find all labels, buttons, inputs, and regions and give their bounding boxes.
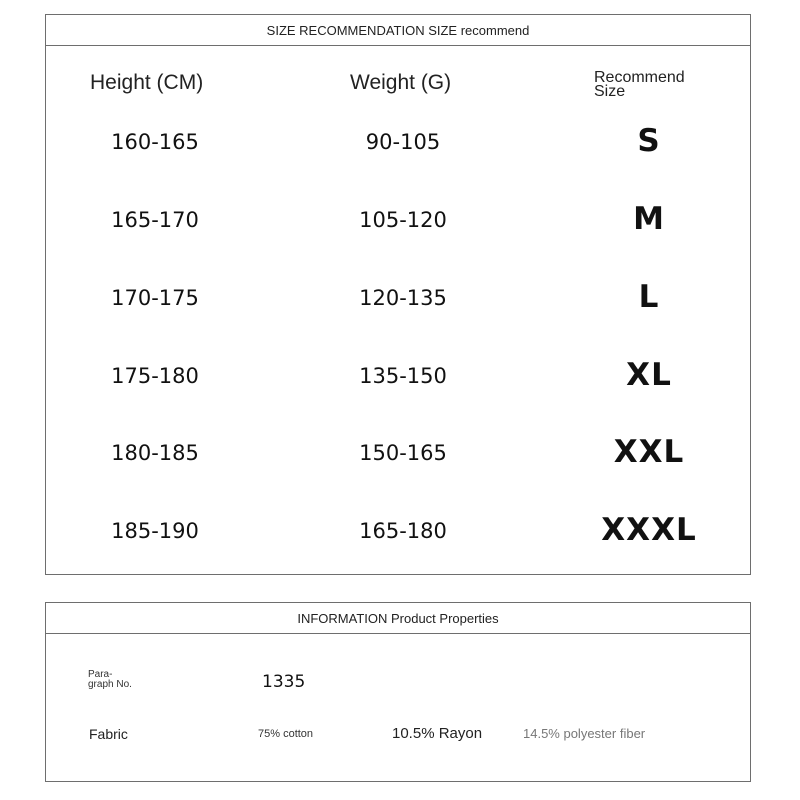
row-2-weight: 105-120 [359,208,447,232]
row-2-size: M [633,201,665,237]
recommend-size-column-header [594,71,685,99]
size-panel-title: SIZE RECOMMENDATION SIZE recommend [46,15,750,46]
row-5-weight: 150-165 [359,441,447,465]
row-3-size: L [638,279,660,315]
row-1-size: S [637,123,661,159]
row-3-height: 170-175 [111,286,199,310]
row-5-height: 180-185 [111,441,199,465]
row-4-height: 175-180 [111,364,199,388]
recommend-header-line2: Size [594,83,626,100]
row-6-size: XXXL [601,512,697,548]
row-4-weight: 135-150 [359,364,447,388]
paragraph-number-label [88,670,132,690]
paragraph-label-line1: Para- [88,669,113,680]
fabric-rayon: 10.5% Rayon [392,725,483,742]
weight-column-header: Weight (G) [350,71,452,94]
fabric-label: Fabric [89,726,128,742]
paragraph-label-line2: graph No. [88,679,132,690]
fabric-cotton: 75% cotton [258,728,314,740]
row-4-size: XL [626,357,672,393]
paragraph-number-value: 1335 [262,672,306,692]
row-1-weight: 90-105 [365,130,441,154]
size-recommendation-panel [45,14,751,575]
info-panel-title: INFORMATION Product Properties [46,603,750,634]
recommend-header-line1: Recommend [594,69,685,86]
row-2-height: 165-170 [111,208,199,232]
height-column-header: Height (CM) [90,71,204,94]
row-5-size: XXL [613,434,685,470]
product-information-panel [45,602,751,782]
row-6-height: 185-190 [111,519,199,543]
row-1-height: 160-165 [111,130,199,154]
row-6-weight: 165-180 [359,519,447,543]
fabric-polyester: 14.5% polyester fiber [523,726,646,741]
row-3-weight: 120-135 [359,286,447,310]
